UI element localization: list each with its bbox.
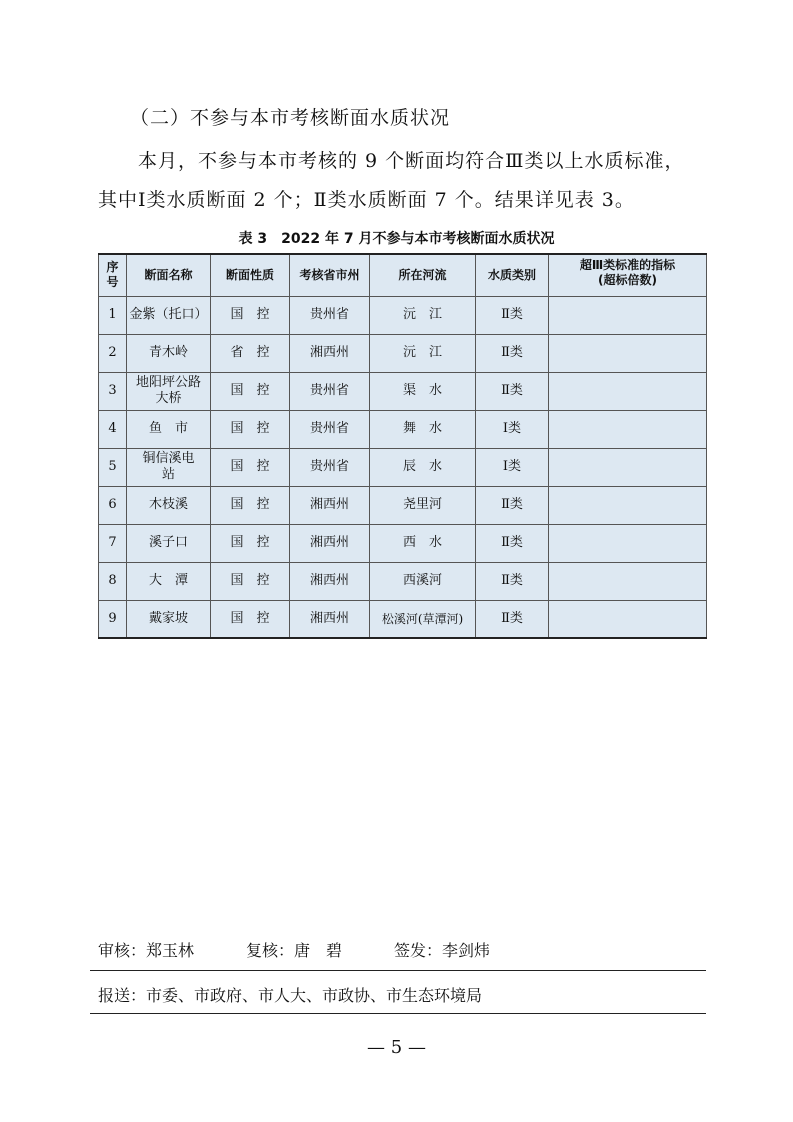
- water-quality-table: [98, 253, 707, 639]
- table-row: [99, 448, 707, 486]
- table-row: [99, 524, 707, 562]
- cell-no: 1: [99, 296, 127, 334]
- cell-no: 9: [99, 600, 127, 638]
- header-water-category: 水质类别: [476, 254, 549, 296]
- cell-region: 贵州省: [290, 372, 370, 410]
- cell-river: 沅 江: [370, 296, 476, 334]
- cell-no: 7: [99, 524, 127, 562]
- cell-river: 西 水: [370, 524, 476, 562]
- header-seq: 序 号: [99, 254, 127, 296]
- table-row: [99, 296, 707, 334]
- cell-exceed: [549, 372, 707, 410]
- cell-category: Ⅱ类: [476, 486, 549, 524]
- cell-region: 湘西州: [290, 524, 370, 562]
- divider-bottom: [90, 1013, 706, 1014]
- cell-region: 湘西州: [290, 562, 370, 600]
- cell-nature: 国 控: [211, 372, 290, 410]
- cell-region: 湘西州: [290, 334, 370, 372]
- table-row: [99, 410, 707, 448]
- cell-category: Ⅱ类: [476, 334, 549, 372]
- cell-nature: 国 控: [211, 448, 290, 486]
- cell-category: Ⅰ类: [476, 410, 549, 448]
- cell-river: 舞 水: [370, 410, 476, 448]
- rechecker: 复核：唐 碧: [246, 941, 343, 960]
- cell-river: 松溪河(草潭河): [370, 600, 476, 638]
- issuer: 签发：李剑炜: [394, 941, 491, 960]
- cell-nature: 国 控: [211, 562, 290, 600]
- cell-region: 贵州省: [290, 410, 370, 448]
- cell-river: 沅 江: [370, 334, 476, 372]
- cell-river: 尧里河: [370, 486, 476, 524]
- signoff-line: [98, 938, 490, 961]
- distribution-line: 报送：市委、市政府、市人大、市政协、市生态环境局: [98, 986, 483, 1005]
- cell-exceed: [549, 562, 707, 600]
- cell-exceed: [549, 296, 707, 334]
- cell-category: Ⅱ类: [476, 372, 549, 410]
- cell-region: 湘西州: [290, 600, 370, 638]
- summary-paragraph-line-1: 本月，不参与本市考核的 9 个断面均符合Ⅲ类以上水质标准，: [138, 150, 685, 172]
- header-section-name: 断面名称: [127, 254, 211, 296]
- cell-section-name: 木枝溪: [127, 486, 211, 524]
- cell-section-name: 金紫（托口）: [127, 296, 211, 334]
- cell-category: Ⅰ类: [476, 448, 549, 486]
- cell-nature: 国 控: [211, 486, 290, 524]
- cell-no: 8: [99, 562, 127, 600]
- cell-no: 3: [99, 372, 127, 410]
- cell-category: Ⅱ类: [476, 562, 549, 600]
- cell-section-name: 戴家坡: [127, 600, 211, 638]
- header-section-nature: 断面性质: [211, 254, 290, 296]
- table-row: [99, 372, 707, 410]
- cell-nature: 国 控: [211, 600, 290, 638]
- cell-exceed: [549, 524, 707, 562]
- cell-nature: 国 控: [211, 524, 290, 562]
- cell-category: Ⅱ类: [476, 296, 549, 334]
- table-row: [99, 334, 707, 372]
- cell-no: 4: [99, 410, 127, 448]
- cell-exceed: [549, 486, 707, 524]
- table-caption: 表 3 2022 年 7 月不参与本市考核断面水质状况: [238, 231, 555, 247]
- cell-nature: 国 控: [211, 296, 290, 334]
- cell-no: 6: [99, 486, 127, 524]
- cell-exceed: [549, 334, 707, 372]
- cell-section-name: 铜信溪电 站: [127, 448, 211, 486]
- cell-section-name: 溪子口: [127, 524, 211, 562]
- cell-exceed: [549, 600, 707, 638]
- cell-section-name: 地阳坪公路大桥: [127, 372, 211, 410]
- page-number: — 5 —: [367, 1037, 426, 1058]
- divider-top: [90, 970, 706, 971]
- table-row: [99, 486, 707, 524]
- table-row: [99, 562, 707, 600]
- cell-exceed: [549, 410, 707, 448]
- cell-region: 贵州省: [290, 448, 370, 486]
- cell-section-name: 大 潭: [127, 562, 211, 600]
- section-heading: （二）不参与本市考核断面水质状况: [130, 107, 451, 129]
- cell-region: 湘西州: [290, 486, 370, 524]
- cell-river: 辰 水: [370, 448, 476, 486]
- table-header-row: [99, 254, 707, 296]
- cell-river: 西溪河: [370, 562, 476, 600]
- header-assessing-region: 考核省市州: [290, 254, 370, 296]
- cell-category: Ⅱ类: [476, 524, 549, 562]
- reviewer: 审核：郑玉林: [98, 941, 195, 960]
- table-row: [99, 600, 707, 638]
- cell-category: Ⅱ类: [476, 600, 549, 638]
- cell-exceed: [549, 448, 707, 486]
- header-exceeding-indicators: 超Ⅲ类标准的指标 (超标倍数): [549, 254, 707, 296]
- cell-nature: 国 控: [211, 410, 290, 448]
- cell-region: 贵州省: [290, 296, 370, 334]
- cell-nature: 省 控: [211, 334, 290, 372]
- cell-no: 2: [99, 334, 127, 372]
- cell-section-name: 鱼 市: [127, 410, 211, 448]
- cell-no: 5: [99, 448, 127, 486]
- cell-section-name: 青木岭: [127, 334, 211, 372]
- summary-paragraph-line-2: 其中Ⅰ类水质断面 2 个；Ⅱ类水质断面 7 个。结果详见表 3。: [98, 189, 635, 211]
- header-river: 所在河流: [370, 254, 476, 296]
- cell-river: 渠 水: [370, 372, 476, 410]
